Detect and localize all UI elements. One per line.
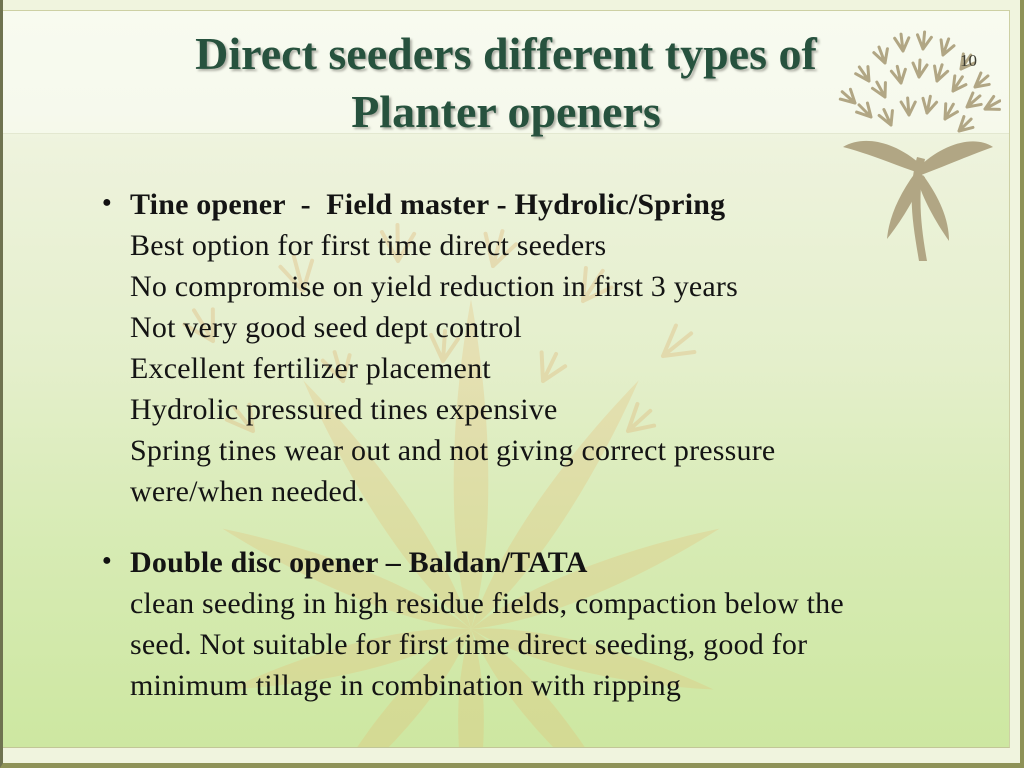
- bullet-line: Spring tines wear out and not giving correct pressure: [130, 434, 776, 467]
- bullet-line: Excellent fertilizer placement: [130, 352, 491, 385]
- bullet-line: No compromise on yield reduction in first 3 years: [130, 270, 738, 303]
- bullet-line: clean seeding in high residue fields, compaction below the: [130, 587, 844, 620]
- bullet-item-tine-opener: [130, 184, 844, 512]
- bullet-item-double-disc-opener: [130, 542, 844, 706]
- bullet-line: Hydrolic pressured tines expensive: [130, 393, 558, 426]
- bullet-line: Best option for first time direct seeders: [130, 229, 607, 262]
- bullet-line: Not very good seed dept control: [130, 311, 522, 344]
- slide-title: [3, 25, 1009, 141]
- bullet-line: were/when needed.: [130, 475, 365, 508]
- slide-title-line-2: Planter openers: [351, 86, 661, 137]
- slide-title-line-1: Direct seeders different types of: [195, 28, 817, 79]
- bullet-line: minimum tillage in combination with ripping: [130, 669, 682, 702]
- page-number: 10: [960, 51, 977, 70]
- bullet-line: seed. Not suitable for first time direct seeding, good for: [130, 628, 808, 661]
- slide: [3, 10, 1010, 748]
- bullet-list: [130, 184, 844, 706]
- bullet-heading: ● Double disc opener – Baldan/TATA: [130, 546, 588, 579]
- bullet-heading: ● Tine opener - Field master - Hydrolic/Spring: [130, 188, 726, 221]
